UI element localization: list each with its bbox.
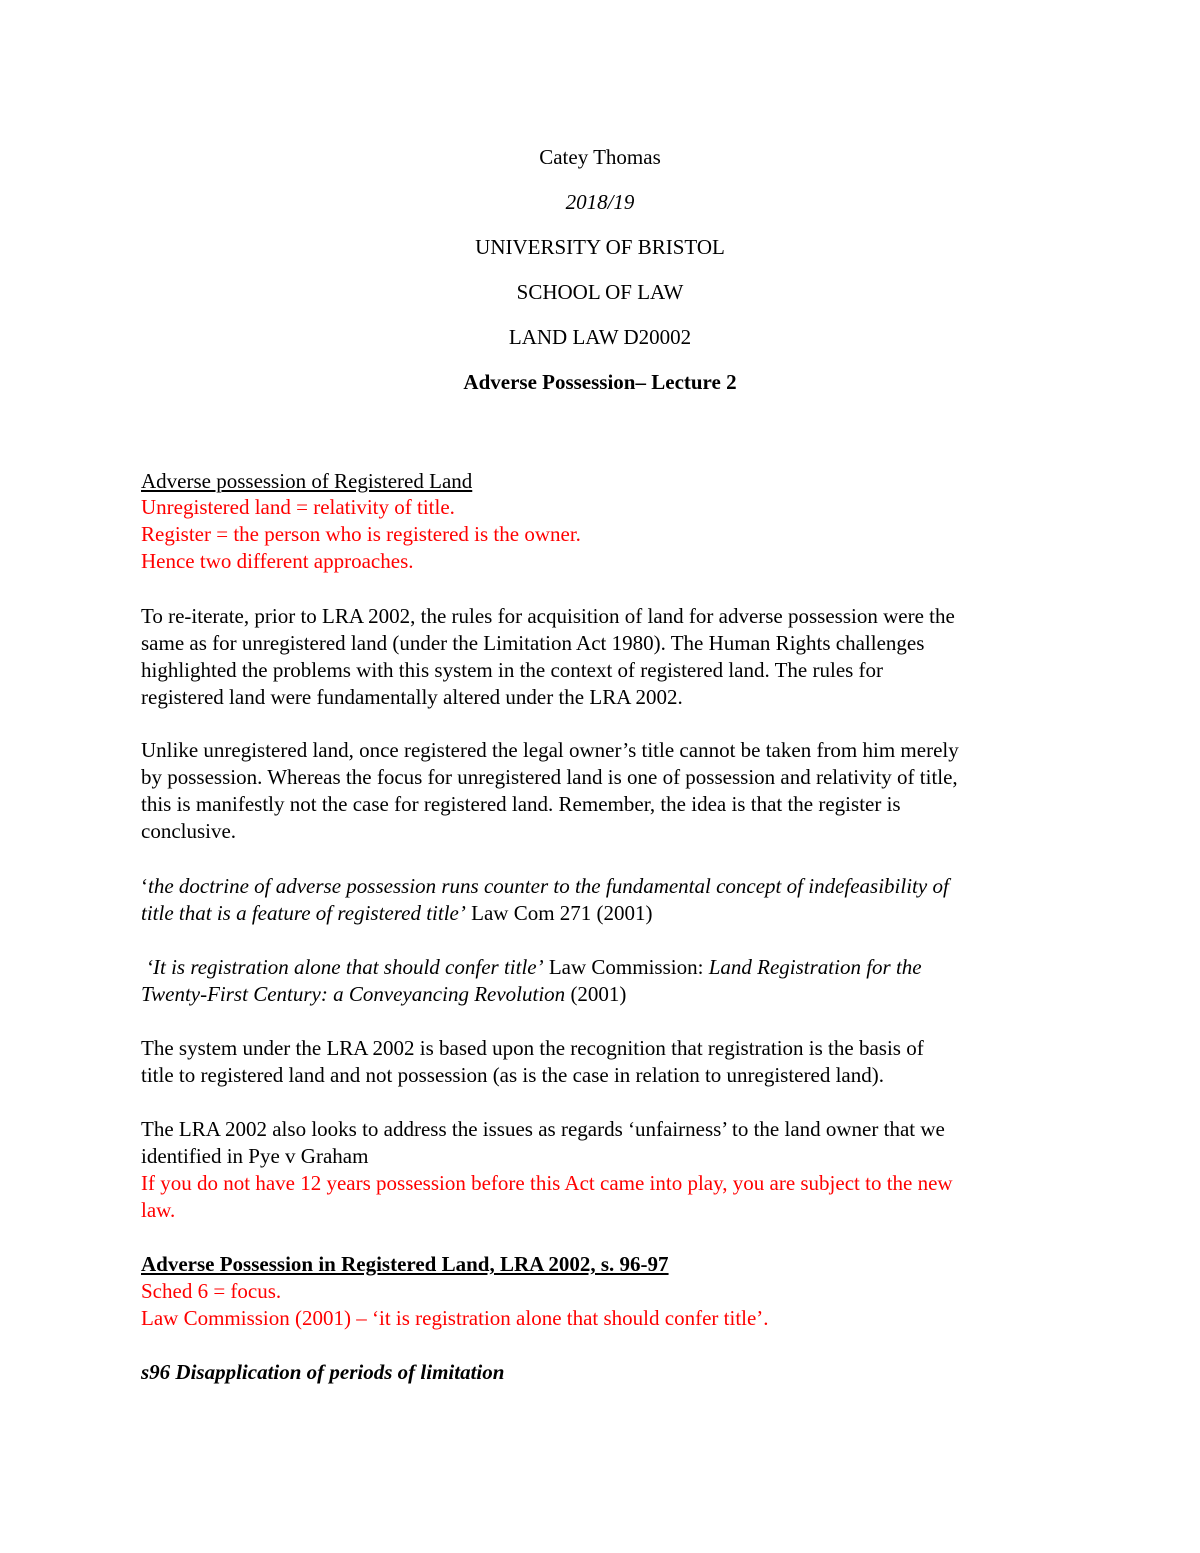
quote-line — [141, 900, 1071, 926]
paragraph-line: by possession. Whereas the focus for unregistered land is one of possession and relativity of title, — [141, 765, 958, 789]
academic-year: 2018/19 — [565, 190, 635, 214]
paragraph-line: The LRA 2002 also looks to address the issues as regards ‘unfairness’ to the land owner that we — [141, 1117, 945, 1141]
paragraph-line: highlighted the problems with this system in the context of registered land. The rules for — [141, 658, 884, 682]
note-line: Sched 6 = focus. — [141, 1279, 282, 1303]
module-code: LAND LAW D20002 — [508, 325, 692, 349]
lecture-title: Adverse Possession– Lecture 2 — [463, 370, 737, 394]
report-year: (2001) — [565, 982, 627, 1006]
note-line: Hence two different approaches. — [141, 549, 414, 573]
section-heading: Adverse Possession in Registered Land, LRA 2002, s. 96-97 — [141, 1252, 669, 1276]
author-name: Catey Thomas — [539, 145, 661, 169]
school-name: SCHOOL OF LAW — [516, 280, 684, 304]
quote-line — [141, 981, 1071, 1007]
paragraph-line: this is manifestly not the case for registered land. Remember, the idea is that the register is — [141, 792, 901, 816]
paragraph-line: registered land were fundamentally altered under the LRA 2002. — [141, 685, 683, 709]
quote-line — [141, 954, 1071, 980]
note-line: If you do not have 12 years possession before this Act came into play, you are subject to the new — [141, 1171, 953, 1195]
note-line: Unregistered land = relativity of title. — [141, 495, 455, 519]
paragraph-line: identified in Pye v Graham — [141, 1144, 369, 1168]
paragraph-line: The system under the LRA 2002 is based upon the recognition that registration is the basis of — [141, 1036, 924, 1060]
quote-text: title that is a feature of registered title’ — [141, 901, 466, 925]
quote-text: ‘It is registration alone that should confer title’ — [146, 955, 544, 979]
paragraph-line: To re-iterate, prior to LRA 2002, the rules for acquisition of land for adverse possession were the — [141, 604, 955, 628]
paragraph-line: title to registered land and not possession (as is the case in relation to unregistered land). — [141, 1063, 884, 1087]
quote-text: the doctrine of adverse possession runs counter to the fundamental concept of indefeasibility of — [148, 874, 949, 898]
paragraph-line: Unlike unregistered land, once registered the legal owner’s title cannot be taken from him merely — [141, 738, 959, 762]
quote-open-mark: ‘ — [141, 874, 148, 898]
note-line: Law Commission (2001) – ‘it is registration alone that should confer title’. — [141, 1306, 769, 1330]
paragraph-line: same as for unregistered land (under the Limitation Act 1980). The Human Rights challenges — [141, 631, 925, 655]
university-name: UNIVERSITY OF BRISTOL — [475, 235, 725, 259]
paragraph-line: conclusive. — [141, 819, 237, 843]
quote-source: Law Com 271 (2001) — [465, 901, 653, 925]
report-title: Land Registration for the — [708, 955, 922, 979]
quote-line — [141, 873, 1071, 899]
section-heading: s96 Disapplication of periods of limitation — [141, 1360, 505, 1384]
note-line: law. — [141, 1198, 176, 1222]
report-title: Twenty-First Century: a Conveyancing Revolution — [141, 982, 566, 1006]
section-heading: Adverse possession of Registered Land — [141, 469, 473, 493]
quote-source: Law Commission: — [543, 955, 709, 979]
note-line: Register = the person who is registered is the owner. — [141, 522, 581, 546]
